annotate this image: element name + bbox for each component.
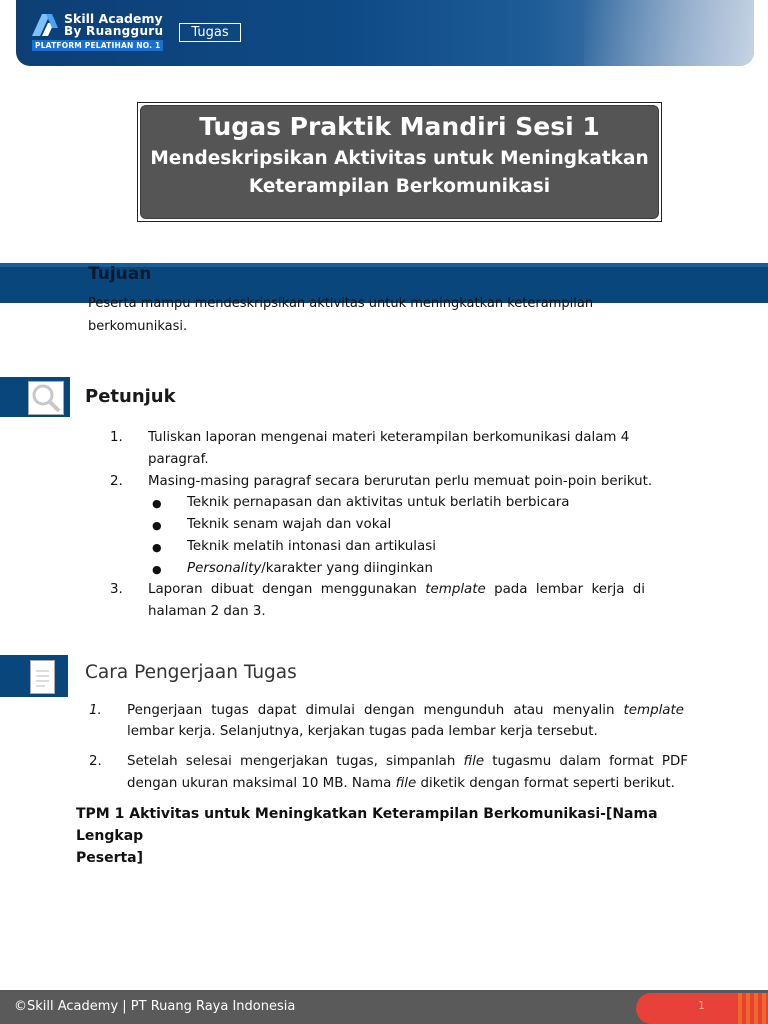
bullet-item: Teknik pernapasan dan aktivitas untuk berlatih berbicara [187, 495, 570, 510]
bullet-dot: ● [152, 497, 162, 510]
bullet-dot: ● [152, 563, 162, 576]
emphasis-text: template [425, 582, 486, 597]
list-item-text: dengan ukuran maksimal 10 MB. Nama file diketik dengan format seperti berikut. [127, 776, 675, 791]
list-item-number: 1. [89, 703, 102, 718]
list-item-text: Laporan dibuat dengan menggunakan template pada lembar kerja di [148, 582, 645, 597]
skill-academy-logo-icon [32, 14, 58, 36]
list-item-text: Setelah selesai mengerjakan tugas, simpanlah file tugasmu dalam format PDF [127, 754, 689, 769]
file-name-format [76, 803, 686, 869]
bullet-dot: ● [152, 519, 162, 532]
petunjuk-heading: Petunjuk [85, 386, 176, 407]
bullet-dot: ● [152, 541, 162, 554]
list-item-number: 1. [110, 430, 123, 445]
bullet-item: Teknik senam wajah dan vokal [187, 517, 392, 532]
logo-subtitle: By Ruangguru [64, 24, 164, 38]
title-box [137, 102, 662, 222]
header-banner [16, 0, 754, 66]
bullet-item: Teknik melatih intonasi dan artikulasi [187, 539, 436, 554]
list-item-number: 2. [110, 474, 123, 489]
logo-tagline: PLATFORM PELATIHAN NO. 1 [32, 40, 163, 51]
footer-copyright: ©Skill Academy | PT Ruang Raya Indonesia [14, 999, 296, 1014]
bullet-item-rest: /karakter yang diinginkan [261, 561, 433, 576]
document-icon [30, 660, 55, 694]
cara-heading: Cara Pengerjaan Tugas [85, 662, 297, 683]
list-item-number: 2. [89, 754, 102, 769]
emphasis-text: Personality [187, 561, 262, 576]
page-number: 1 [698, 999, 705, 1012]
file-name-format-line-2: Peserta] [76, 850, 144, 866]
list-item-text: Pengerjaan tugas dapat dimulai dengan mengunduh atau menyalin template [127, 703, 684, 718]
list-item-text: halaman 2 dan 3. [148, 604, 266, 619]
banner-photo [584, 0, 754, 66]
emphasis-text: template [623, 703, 684, 718]
list-item-text: Masing-masing paragraf secara berurutan perlu memuat poin-poin berikut. [148, 474, 653, 489]
file-name-format-line-1: TPM 1 Aktivitas untuk Meningkatkan Keterampilan Berkomunikasi-[Nama Lengkap [76, 806, 658, 844]
logo-title: Skill Academy [64, 11, 163, 26]
emphasis-text: file [395, 776, 417, 791]
page-subtitle-line-1: Mendeskripsikan Aktivitas untuk Meningkatkan [150, 148, 649, 169]
title-panel [140, 105, 659, 219]
list-item-number: 3. [110, 582, 123, 597]
tugas-badge: Tugas [179, 23, 241, 42]
emphasis-text: file [463, 754, 485, 769]
list-item-text: Tuliskan laporan mengenai materi keterampilan berkomunikasi dalam 4 [148, 430, 630, 445]
magnifier-icon [28, 381, 64, 415]
list-item-text: lembar kerja. Selanjutnya, kerjakan tugas pada lembar kerja tersebut. [127, 724, 598, 739]
page-subtitle-line-2: Keterampilan Berkomunikasi [248, 176, 551, 197]
tujuan-heading: Tujuan [88, 264, 152, 284]
page-title: Tugas Praktik Mandiri Sesi 1 [199, 112, 600, 141]
tujuan-text: Peserta mampu mendeskripsikan aktivitas untuk meningkatkan keterampilan berkomunikasi. [88, 296, 594, 334]
list-item-text: paragraf. [148, 452, 209, 467]
bullet-item [187, 561, 433, 576]
